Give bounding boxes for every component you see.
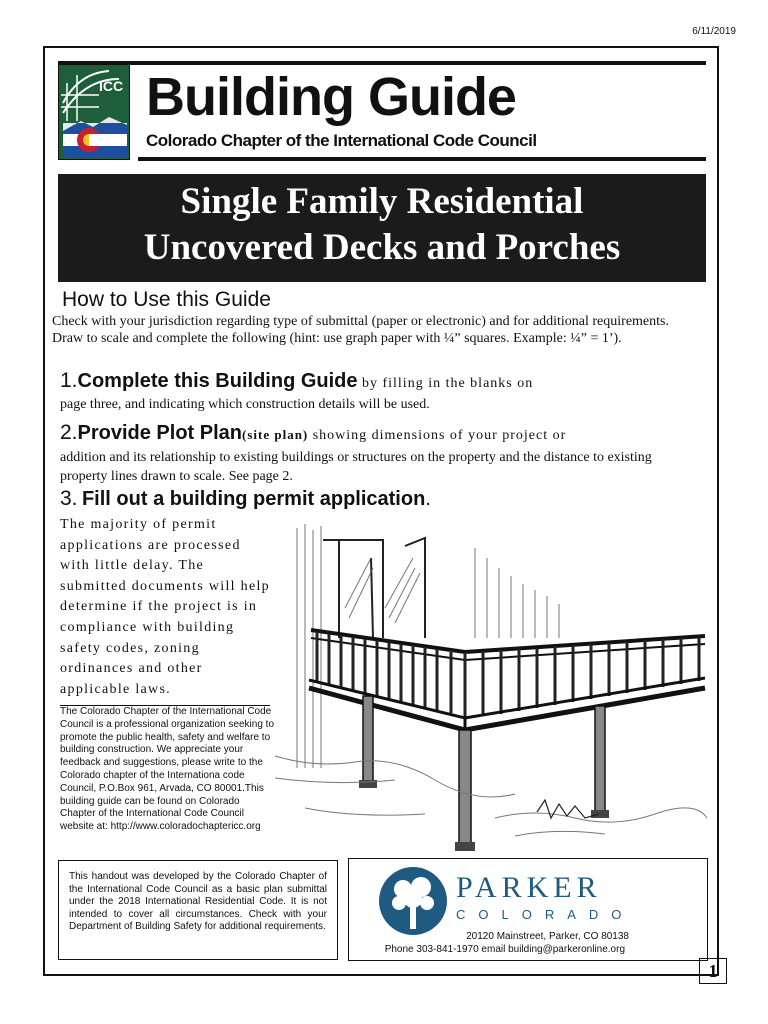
page-number: 1 (699, 958, 727, 984)
step-2-title: Provide Plot Plan (77, 422, 242, 444)
main-subtitle: Colorado Chapter of the International Code Council (146, 131, 537, 150)
handout-notice-text: This handout was developed by the Colorado Chapter of the International Code Council as a basic plan submittal under the 2018 International Residential Code. It is not intended to cover all circumstances. Check with your Department of Building Safety for additional requirements. (69, 871, 327, 933)
step-2-number: 2. (60, 421, 78, 444)
how-to-heading: How to Use this Guide (62, 288, 271, 311)
parker-contact-box (348, 858, 708, 961)
parker-name: PARKER (456, 871, 602, 904)
deck-drawing (275, 518, 707, 863)
how-to-text: Check with your jurisdiction regarding type of submittal (paper or electronic) and for additional requirements. Draw to scale and complete the following (hint: use graph paper with ¼” squares. Example: ¼” = 1’). (52, 314, 669, 346)
step-3-number: 3. (60, 487, 78, 510)
print-date: 6/11/2019 (692, 26, 736, 37)
parker-tree-logo-icon (377, 865, 449, 937)
chapter-info-text: The Colorado Chapter of the International Code Council is a professional organization seeking to promote the public health, safety and welfare to building construction. We appreciate your feedback and suggestions, please write to the Colorado chapter of the Internationa code Council, P.O.Box 961, Arvada, CO 80001.This building guide can be found on Colorado Chapter of the International Code Council website at: http://www.coloradochaptericc.org (60, 706, 275, 833)
logo-graphic (59, 65, 130, 160)
header-bottom-rule (138, 157, 706, 161)
title-banner (58, 174, 706, 282)
logo-icc-text: ICC (99, 78, 124, 94)
deck-sketch-illustration (275, 518, 707, 863)
parker-address (349, 931, 695, 956)
parker-state: COLORADO (456, 907, 635, 922)
step-1-text: by filling in the blanks on (361, 376, 534, 391)
step-2-site-plan: (site plan) (242, 427, 309, 442)
parker-address-line-1: 20120 Mainstreet, Parker, CO 80138 (466, 931, 629, 942)
step-2-text-continued: addition and its relationship to existing buildings or structures on the property and the distance to existing property lines drawn to scale. See page 2. (60, 450, 652, 484)
parker-address-line-2: Phone 303-841-1970 email building@parkeronline.org (384, 943, 625, 955)
banner-line-1: Single Family Residential (180, 181, 584, 222)
banner-line-2: Uncovered Decks and Porches (143, 227, 621, 268)
step-2-text: showing dimensions of your project or (312, 428, 567, 443)
step-3 (60, 487, 431, 511)
step-1-title: Complete this Building Guide (77, 370, 358, 392)
icc-colorado-logo (58, 64, 130, 160)
step-1 (60, 369, 533, 393)
step-3-title: Fill out a building permit application (81, 488, 426, 510)
header-top-rule (58, 61, 706, 65)
step-1-text-continued: page three, and indicating which construction details will be used. (60, 397, 430, 412)
main-title: Building Guide (146, 67, 516, 127)
handout-notice-box (58, 860, 338, 960)
step-2 (60, 421, 566, 445)
step-3-period: . (425, 488, 431, 510)
majority-paragraph: The majority of permit applications are processed with little delay. The submitted documents will help determine if the project is in compliance with building safety codes, zoning ordinances and other applicable laws. (60, 517, 270, 697)
step-1-number: 1. (60, 369, 78, 392)
